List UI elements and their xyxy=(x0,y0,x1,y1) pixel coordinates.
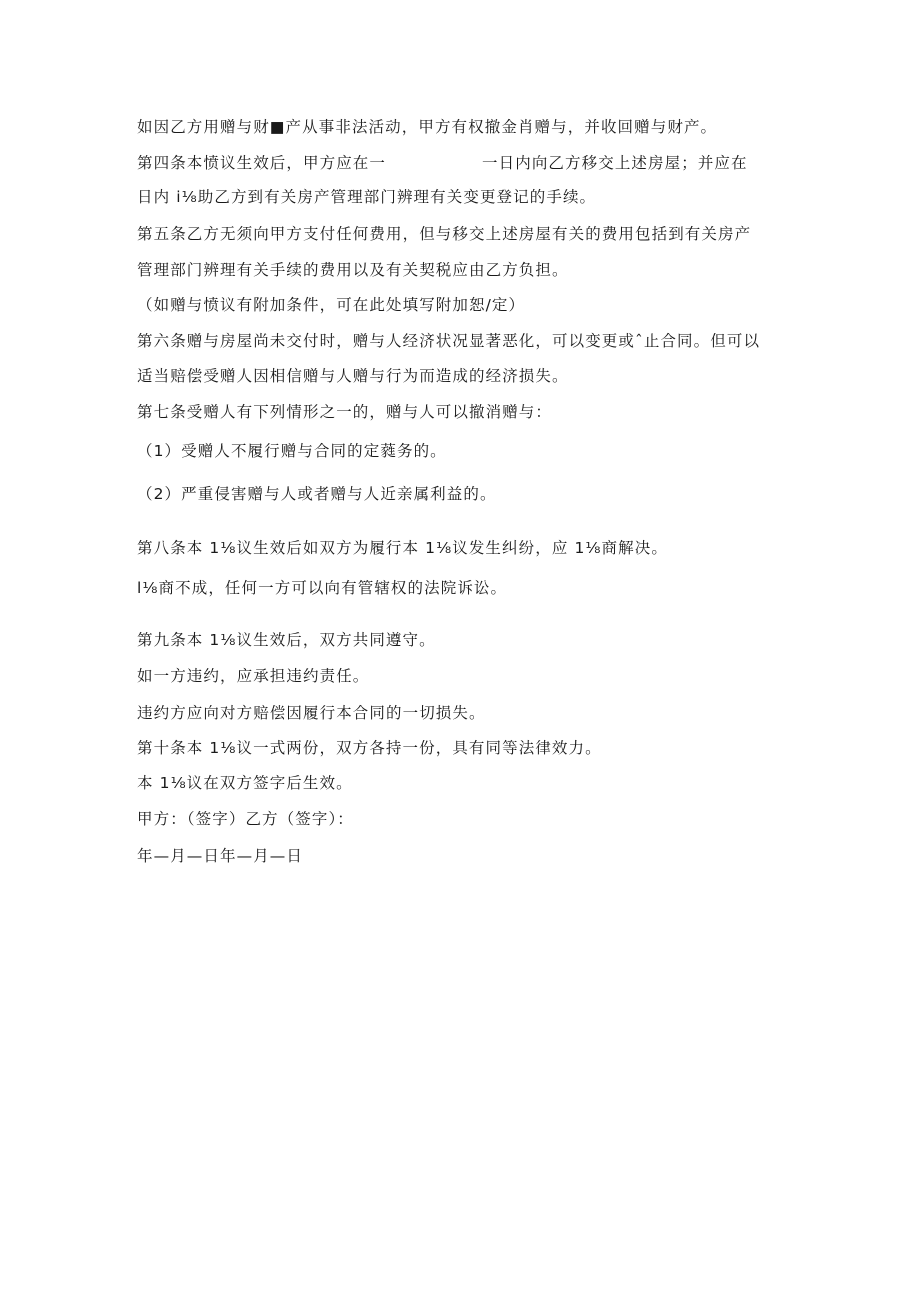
text-line-2-part-2: 一日内向乙方移交上述房屋；并应在 xyxy=(482,154,748,172)
text-line-10: （1）受赠人不履行赠与合同的定蕤务的。 xyxy=(137,442,447,460)
text-line-17: 第十条本 1⅛议一式两份，双方各持一份，具有同等法律效力。 xyxy=(137,739,602,757)
text-line-8: 适当赔偿受赠人因相信赠与人赠与行为而造成的经济损失。 xyxy=(137,367,569,385)
text-line-19: 甲方：（签字）乙方（签字）： xyxy=(137,810,354,828)
text-line-16: 违约方应向对方赔偿因履行本合同的一切损失。 xyxy=(137,704,486,722)
text-line-11: （2）严重侵害赠与人或者赠与人近亲属利益的。 xyxy=(137,485,497,503)
text-line-1: 如因乙方用赠与财■产从事非法活动，甲方有权撤金肖赠与，并收回赠与财产。 xyxy=(137,118,718,136)
text-line-4: 第五条乙方无须向甲方支付任何费用，但与移交上述房屋有关的费用包括到有关房产 xyxy=(137,225,752,243)
text-line-13: l⅛商不成，任何一方可以向有管辖权的法院诉讼。 xyxy=(137,579,508,597)
text-line-18: 本 1⅛议在双方签字后生效。 xyxy=(137,774,353,792)
text-line-12: 第八条本 1⅛议生效后如双方为履行本 1⅛议发生纠纷，应 1⅛商解决。 xyxy=(137,539,668,557)
text-line-9: 第七条受赠人有下列情形之一的，赠与人可以撤消赠与： xyxy=(137,403,553,421)
text-line-15: 如一方违约，应承担违约责任。 xyxy=(137,667,370,685)
text-line-5: 管理部门辨理有关手续的费用以及有关契税应由乙方负担。 xyxy=(137,261,569,279)
text-line-2-part-1: 第四条本愤议生效后，甲方应在一 xyxy=(137,154,387,172)
text-line-20: 年—月—日年—月—日 xyxy=(137,847,304,865)
text-line-14: 第九条本 1⅛议生效后，双方共同遵守。 xyxy=(137,631,436,649)
text-line-7: 第六条赠与房屋尚未交付时，赠与人经济状况显著恶化，可以变更或ˆ止合同。但可以 xyxy=(137,332,761,350)
text-line-6: （如赠与愤议有附加条件，可在此处填写附加恕/定） xyxy=(137,296,526,314)
text-line-3: 日内 i⅛助乙方到有关房产管理部门辨理有关变更登记的手续。 xyxy=(137,188,597,206)
text-line-2 xyxy=(137,153,748,173)
